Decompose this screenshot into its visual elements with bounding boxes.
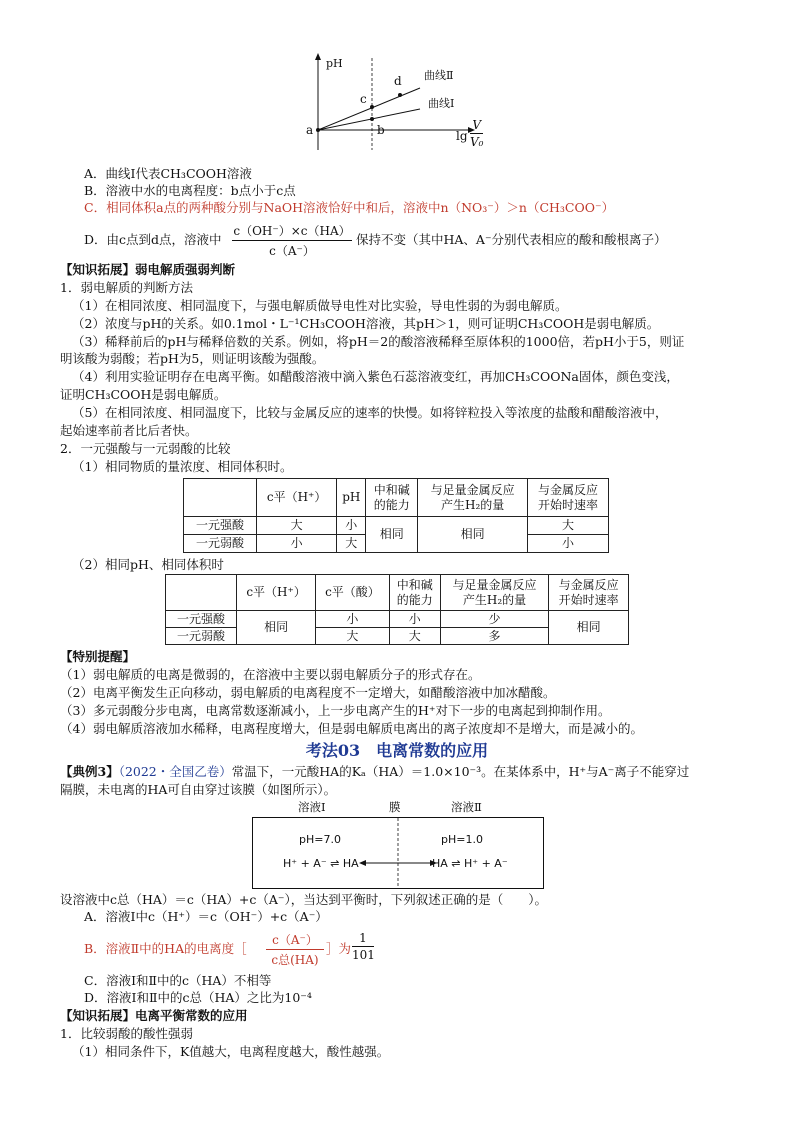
option-b: B．溶液中水的电离程度：b点小于c点 <box>84 183 296 198</box>
option-c: C．相同体积a点的两种酸分别与NaOH溶液恰好中和后，溶液中n（NO₃⁻）＞n（CH₃COO⁻） <box>84 200 615 215</box>
option-d-num: c（OH⁻）×c（HA） <box>233 224 351 238</box>
t1-row-label: 一元弱酸 <box>184 535 257 553</box>
solution-1-equilibrium: H⁺ + A⁻ ⇌ HA <box>283 857 359 870</box>
t1-header: 与金属反应 <box>538 482 599 497</box>
example3-option-d: D．溶液Ⅰ和Ⅱ中的c总（HA）之比为10⁻⁴ <box>84 990 312 1005</box>
option-b-value-den: 101 <box>352 948 375 962</box>
ext1-line: （4）利用实验证明存在电离平衡。如醋酸溶液中滴入紫色石蕊溶液变红，再加CH₃COONa固体，颜色变浅， <box>72 369 679 384</box>
t2-cell: 多 <box>440 628 548 645</box>
example3-option-a: A．溶液Ⅰ中c（H⁺）＝c（OH⁻）+c（A⁻） <box>84 909 328 924</box>
comparison-table-1 <box>183 478 609 553</box>
section-title: 考法03 电离常数的应用 <box>305 741 489 760</box>
tips-heading: 【特别提醒】 <box>60 649 136 664</box>
t1-header: 开始时速率 <box>538 497 599 512</box>
point-c <box>370 105 374 109</box>
t2-header: 中和碱 <box>396 577 433 592</box>
example3-line1 <box>60 764 689 780</box>
option-b-value-num: 1 <box>359 931 367 945</box>
t2-header: 的能力 <box>396 592 433 607</box>
option-b-den: c总(HA) <box>271 953 319 967</box>
t1-header: c平（H⁺） <box>257 479 337 517</box>
t2-header: 与足量金属反应 <box>452 577 537 592</box>
x-axis-num: V <box>472 118 482 132</box>
ext2-heading: 【知识拓展】电离平衡常数的应用 <box>60 1008 248 1023</box>
solution-2-equilibrium: HA ⇌ H⁺ + A⁻ <box>432 857 508 870</box>
curve-2-line <box>318 88 420 130</box>
t2-header: c平（酸） <box>316 575 389 611</box>
tips-line: （4）弱电解质溶液加水稀释，电离程度增大，但是弱电解质电离出的离子浓度却不是增大，而是减小的。 <box>60 721 643 736</box>
arrow-left-head <box>359 860 366 866</box>
example3-option-b-mid: ］为 <box>326 941 352 956</box>
t1-header: 与足量金属反应 <box>430 482 515 497</box>
ext1-line: （2）浓度与pH的关系。如0.1mol・L⁻¹CH₃COOH溶液，其pH＞1，则可证明CH₃COOH是弱电解质。 <box>72 316 660 331</box>
ext1-line: 2．一元强酸与一元弱酸的比较 <box>60 441 231 456</box>
example3-option-c: C．溶液Ⅰ和Ⅱ中的c（HA）不相等 <box>84 973 272 988</box>
solution-1-ph: pH=7.0 <box>299 833 341 846</box>
option-a: A．曲线Ⅰ代表CH₃COOH溶液 <box>84 166 252 181</box>
tips-line: （3）多元弱酸分步电离，电离常数逐渐减小，上一步电离产生的H⁺对下一步的电离起到抑制作用。 <box>60 703 611 718</box>
x-axis-den: V₀ <box>470 135 484 149</box>
point-c-label: c <box>360 92 367 106</box>
ext1-line: 1．弱电解质的判断方法 <box>60 280 193 295</box>
t1-cell: 小 <box>528 535 609 553</box>
t1-cell: 大 <box>337 535 366 553</box>
solution-1-label: 溶液Ⅰ <box>298 800 326 814</box>
t1-header: pH <box>337 479 366 517</box>
ext2-line: （1）相同条件下，K值越大，电离程度越大，酸性越强。 <box>72 1044 390 1059</box>
t1-cell: 相同 <box>366 517 418 553</box>
t2-header: c平（H⁺） <box>237 575 316 611</box>
solution-2-label: 溶液Ⅱ <box>451 800 482 814</box>
t2-header: 与金属反应 <box>558 577 619 592</box>
option-d-fraction <box>232 222 352 259</box>
x-axis-fraction <box>470 118 483 149</box>
example3-text: 常温下，一元酸HA的Kₐ（HA）＝1.0×10⁻³。在某体系中，H⁺与A⁻离子不能穿过 <box>231 764 690 779</box>
x-axis-lg: lg <box>456 129 468 143</box>
t1-header: 中和碱 <box>373 482 410 497</box>
comparison-table-2 <box>165 574 629 645</box>
t2-cell: 相同 <box>237 611 316 645</box>
example3-option-b-value <box>352 931 374 962</box>
ext1-line: （1）在相同浓度、相同温度下，与强电解质做导电性对比实验，导电性弱的为弱电解质。 <box>72 298 568 313</box>
t1-cell: 小 <box>257 535 337 553</box>
point-b-label: b <box>377 123 385 137</box>
t2-cell: 小 <box>316 611 389 628</box>
t1-cell: 小 <box>337 517 366 535</box>
example3-stem: 设溶液中c总（HA）＝c（HA）+c（A⁻），当达到平衡时，下列叙述正确的是（ ）。 <box>60 892 547 907</box>
option-d-prefix: D．由c点到d点，溶液中 <box>84 232 222 247</box>
ext1-line: （3）稀释前后的pH与稀释倍数的关系。例如，将pH＝2的酸溶液稀释至原体积的1000倍，若pH小于5，则证 <box>72 334 685 349</box>
membrane-diagram <box>252 817 544 889</box>
ext1-line: 起始速率前者比后者快。 <box>60 423 198 438</box>
point-d <box>398 93 402 97</box>
curve-1-label: 曲线Ⅰ <box>428 97 455 110</box>
t2-cell: 少 <box>440 611 548 628</box>
example3-option-b-fraction <box>266 931 324 968</box>
y-axis-arrow <box>315 53 321 60</box>
t1-header: 的能力 <box>373 497 410 512</box>
membrane-label: 膜 <box>389 800 401 814</box>
t2-header: 开始时速率 <box>558 592 619 607</box>
solution-2-ph: pH=1.0 <box>441 833 483 846</box>
point-b <box>370 117 374 121</box>
t1-cell: 相同 <box>418 517 528 553</box>
ext1-line: （1）相同物质的量浓度、相同体积时。 <box>72 459 293 474</box>
t2-header: 产生H₂的量 <box>462 592 527 607</box>
tips-line: （2）电离平衡发生正向移动，弱电解质的电离程度不一定增大，如醋酸溶液中加冰醋酸。 <box>60 685 556 700</box>
point-a-label: a <box>306 123 314 137</box>
ext1-line: （2）相同pH、相同体积时 <box>72 557 224 572</box>
ext2-line: 1．比较弱酸的酸性强弱 <box>60 1026 193 1041</box>
ext1-line: （5）在相同浓度、相同温度下，比较与金属反应的速率的快慢。如将锌粒投入等浓度的盐酸和醋酸溶液中， <box>72 405 668 420</box>
t2-cell: 小 <box>389 611 440 628</box>
point-d-label: d <box>394 74 402 88</box>
curve-1-line <box>318 109 420 130</box>
example3-source: （2022・全国乙卷） <box>118 764 232 779</box>
t2-cell: 相同 <box>549 611 629 645</box>
t1-cell: 大 <box>257 517 337 535</box>
ext1-line: 证明CH₃COOH是弱电解质。 <box>60 387 227 402</box>
t2-row-label: 一元弱酸 <box>166 628 237 645</box>
t2-cell: 大 <box>316 628 389 645</box>
option-b-num: c（A⁻） <box>272 933 318 947</box>
point-a <box>316 128 320 132</box>
t2-row-label: 一元强酸 <box>166 611 237 628</box>
ext1-heading: 【知识拓展】弱电解质强弱判断 <box>60 262 236 277</box>
t2-cell: 大 <box>389 628 440 645</box>
example3-line2: 隔膜，未电离的HA可自由穿过该膜（如图所示）。 <box>60 782 337 797</box>
y-axis-label: pH <box>326 57 343 70</box>
example3-option-b-prefix: B．溶液Ⅱ中的HA的电离度［ <box>84 941 247 956</box>
option-d-suffix: 保持不变（其中HA、A⁻分别代表相应的酸和酸根离子） <box>356 232 667 247</box>
example3-tag: 【典例3】 <box>60 764 119 779</box>
curve-2-label: 曲线Ⅱ <box>424 69 454 82</box>
t1-header: 产生H₂的量 <box>441 497 505 512</box>
t1-row-label: 一元强酸 <box>184 517 257 535</box>
option-d-den: c（A⁻） <box>269 244 315 258</box>
t1-cell: 大 <box>528 517 609 535</box>
ext1-line: 明该酸为弱酸；若pH为5，则证明该酸为强酸。 <box>60 351 325 366</box>
tips-line: （1）弱电解质的电离是微弱的，在溶液中主要以弱电解质分子的形式存在。 <box>60 667 481 682</box>
